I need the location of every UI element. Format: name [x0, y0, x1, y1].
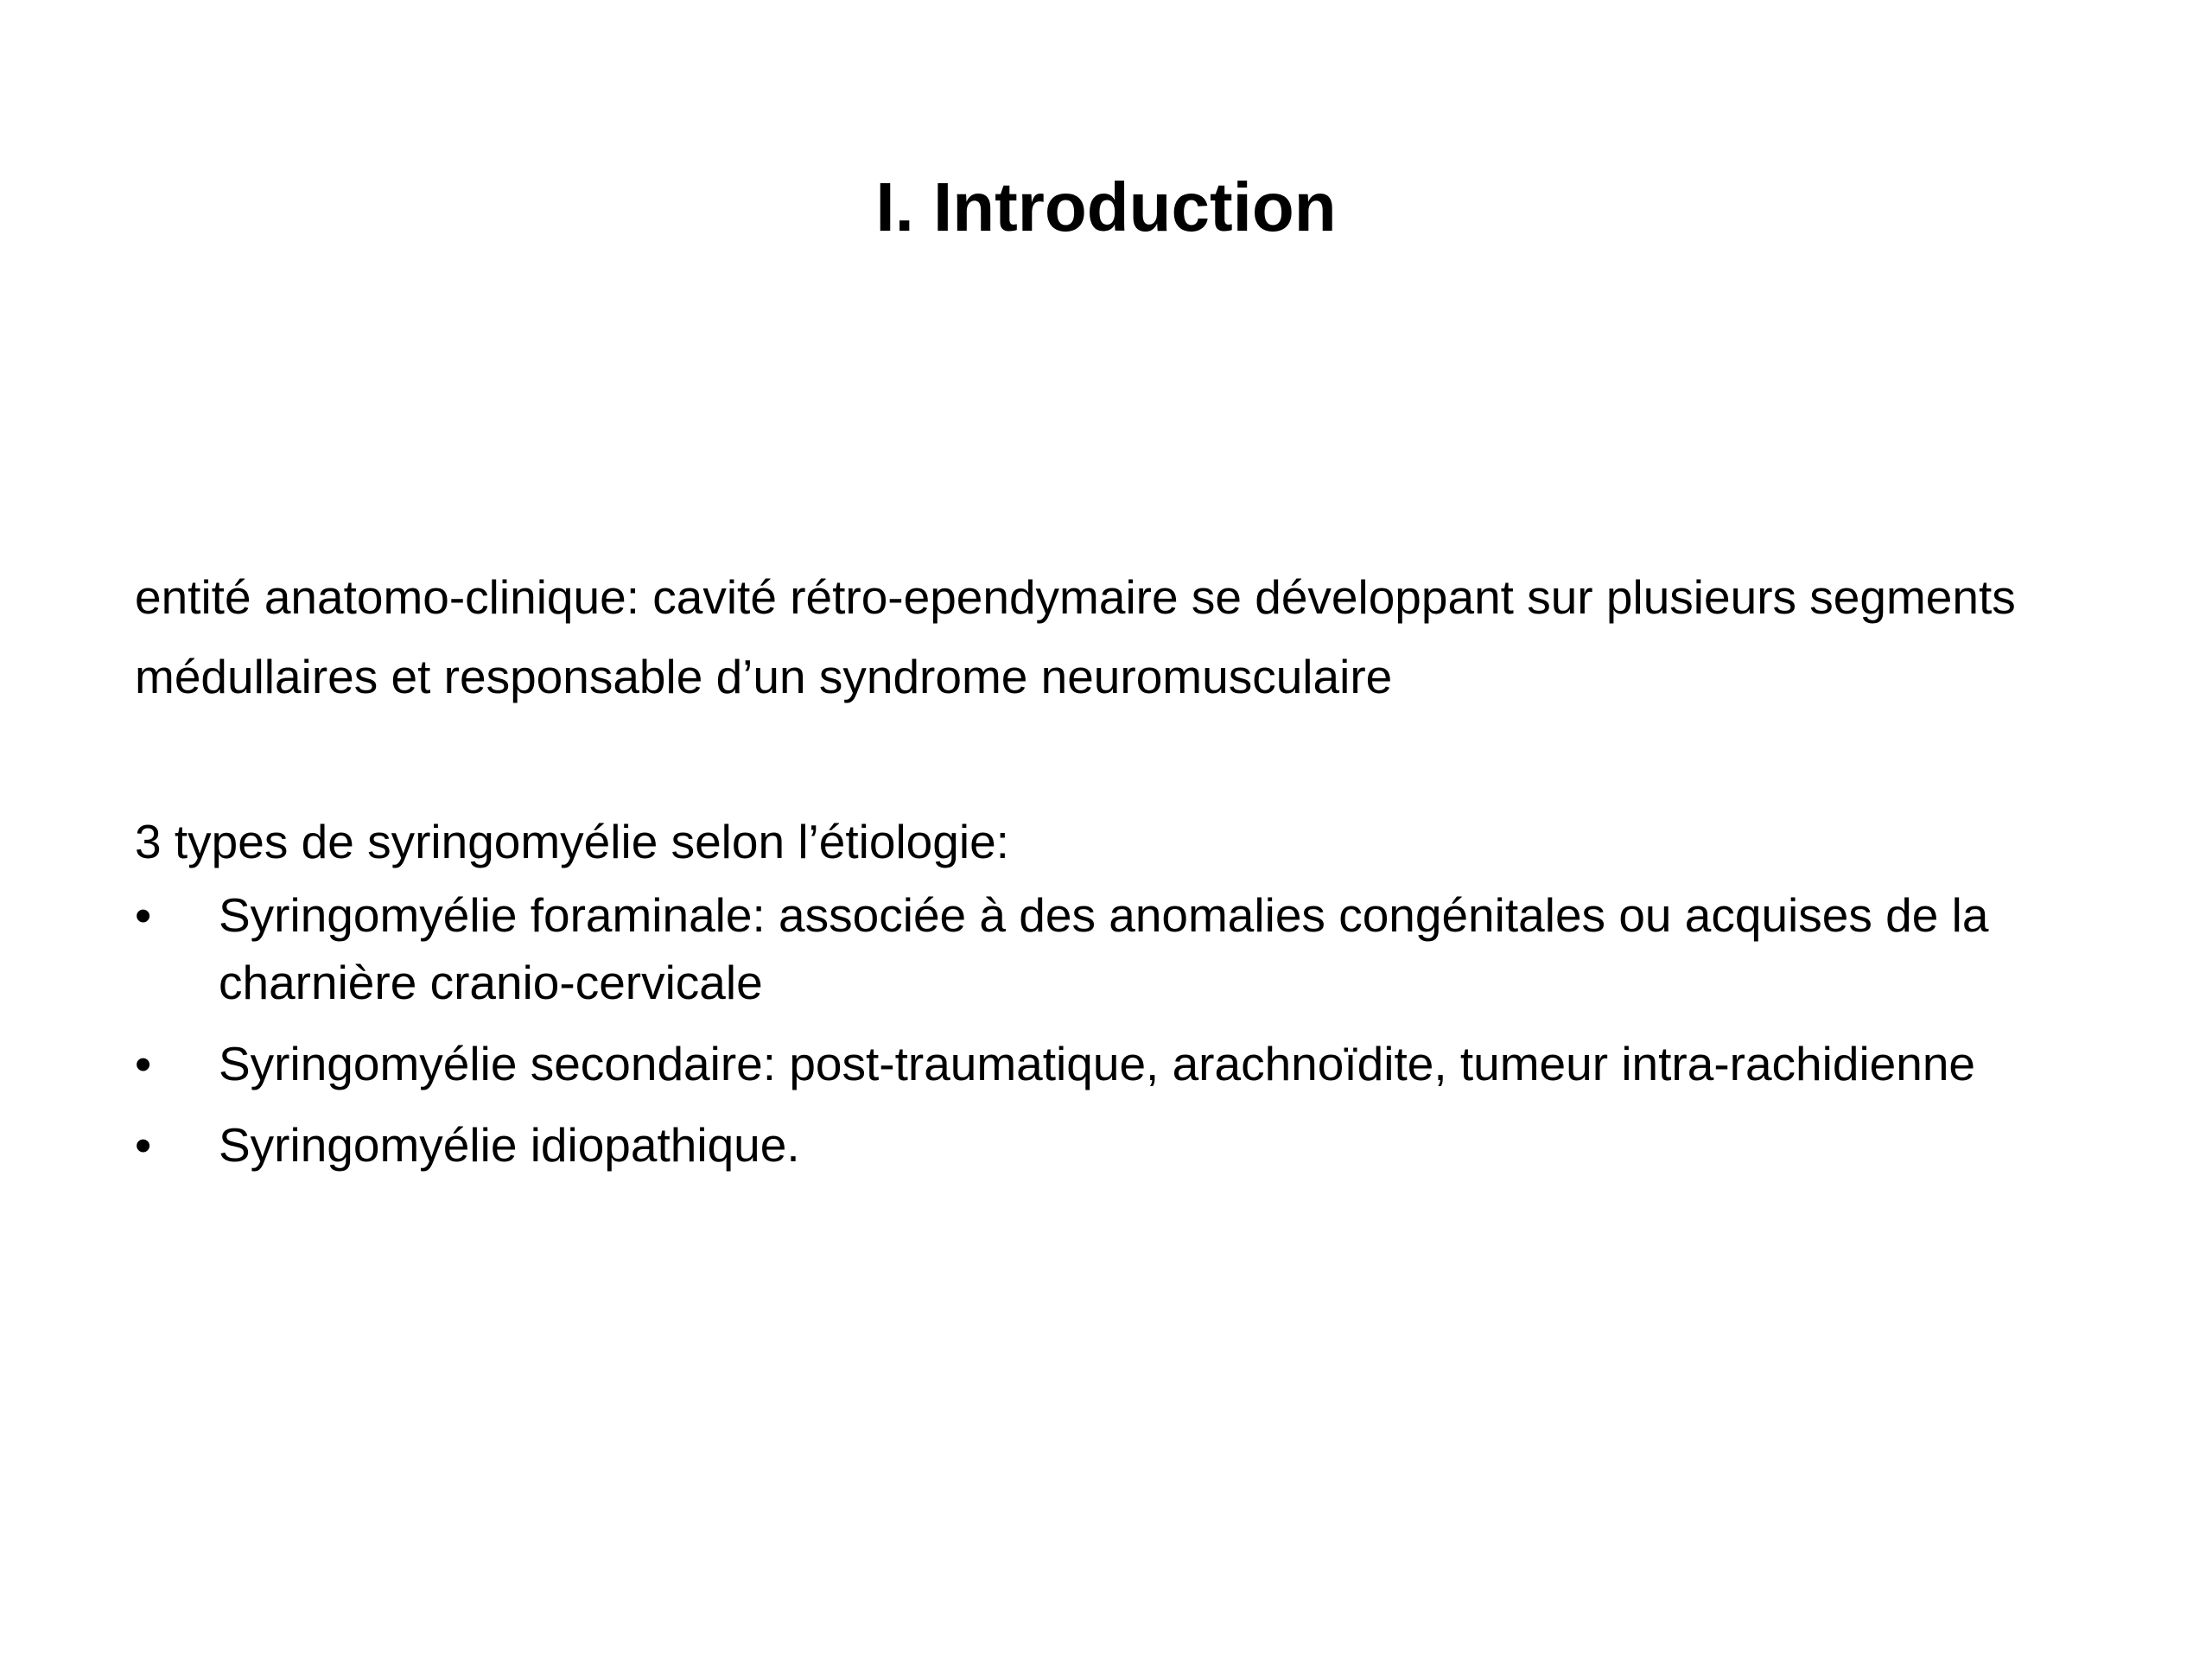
bullet-icon: • — [135, 1118, 152, 1172]
types-intro: 3 types de syringomyélie selon l’étiologie: — [135, 815, 1009, 868]
type-secondary: Syringomyélie secondaire: post-traumatique, arachnoïdite, tumeur intra-rachidienne — [219, 1037, 1976, 1090]
list-item — [135, 1030, 2122, 1097]
definition-text: entité anatomo-clinique: cavité rétro-ependymaire se développant sur plusieurs segments médullaires et responsable d’un syndrome neuromusculaire — [135, 570, 2016, 703]
type-foraminal: Syringomyélie foraminale: associée à des anomalies congénitales ou acquises de la charnière cranio-cervicale — [219, 888, 1989, 1009]
types-list — [135, 881, 2122, 1192]
slide-title: I. Introduction — [875, 168, 1337, 245]
list-item — [135, 881, 2122, 1016]
bullet-icon: • — [135, 888, 152, 942]
list-item — [135, 1111, 2122, 1179]
type-idiopathic: Syringomyélie idiopathique. — [219, 1118, 800, 1172]
bullet-icon: • — [135, 1037, 152, 1090]
